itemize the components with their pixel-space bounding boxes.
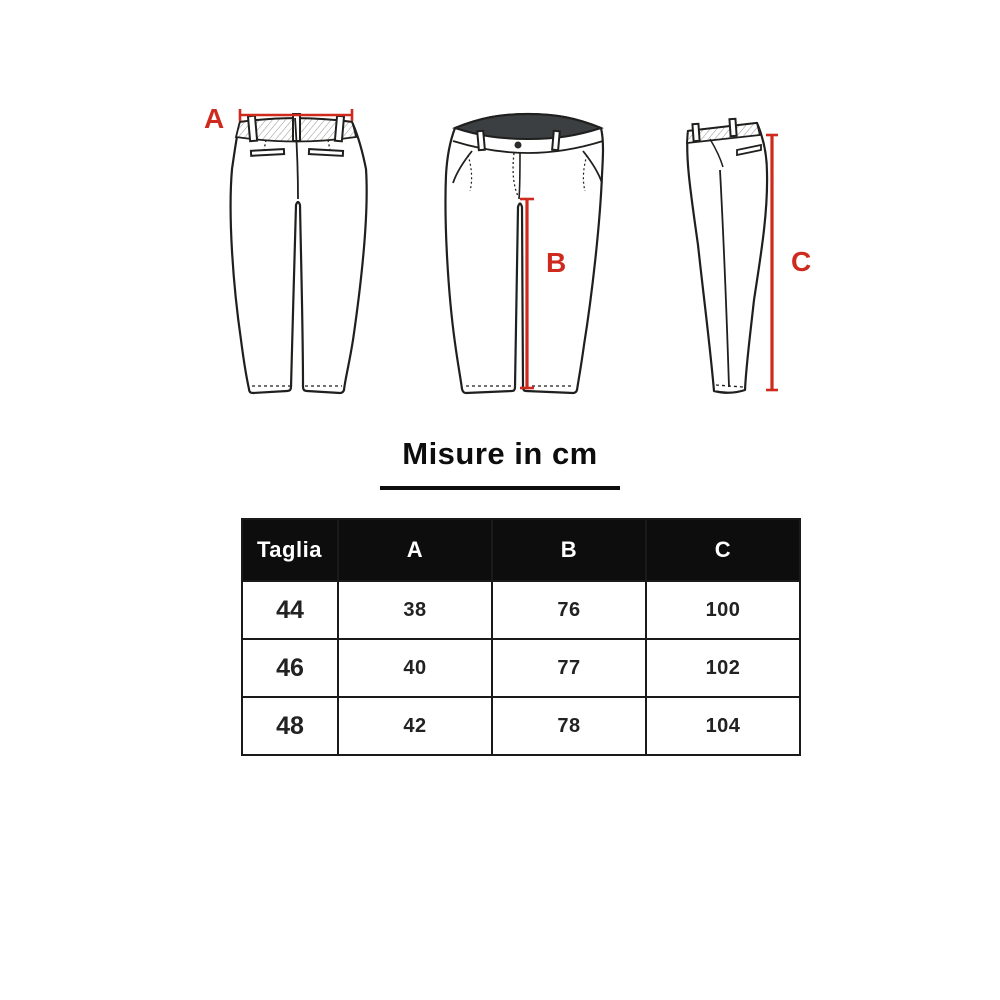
pants-side-view-diagram <box>660 95 830 415</box>
table-row <box>242 639 800 697</box>
back-pants-outline <box>231 118 367 393</box>
header-cell-b: B <box>492 519 646 581</box>
measure-cell-a: 38 <box>338 581 492 639</box>
size-cell: 48 <box>242 697 338 755</box>
size-cell: 44 <box>242 581 338 639</box>
waist-measure-label: A <box>204 103 225 134</box>
measure-cell-b: 77 <box>492 639 646 697</box>
measure-cell-c: 104 <box>646 697 800 755</box>
measure-cell-a: 42 <box>338 697 492 755</box>
measure-cell-c: 100 <box>646 581 800 639</box>
table-row <box>242 581 800 639</box>
section-title: Misure in cm <box>402 436 598 471</box>
title-underline <box>380 486 620 490</box>
measure-cell-c: 102 <box>646 639 800 697</box>
measure-cell-b: 78 <box>492 697 646 755</box>
side-length-measure-label: C <box>791 246 812 277</box>
pants-back-view-icon <box>195 95 380 415</box>
header-cell-c: C <box>646 519 800 581</box>
pants-side-view-icon <box>660 95 830 415</box>
title-block <box>0 436 1000 490</box>
pants-back-view-diagram <box>195 95 380 415</box>
inseam-measure-label: B <box>546 247 567 278</box>
pants-front-view-diagram <box>440 95 615 415</box>
table-row <box>242 697 800 755</box>
size-cell: 46 <box>242 639 338 697</box>
measure-cell-b: 76 <box>492 581 646 639</box>
waist-button <box>515 142 522 149</box>
pants-front-view-icon <box>440 95 615 415</box>
measure-cell-a: 40 <box>338 639 492 697</box>
header-cell-taglia: Taglia <box>242 519 338 581</box>
size-table-header-row <box>242 519 800 581</box>
size-table <box>241 518 801 756</box>
header-cell-a: A <box>338 519 492 581</box>
